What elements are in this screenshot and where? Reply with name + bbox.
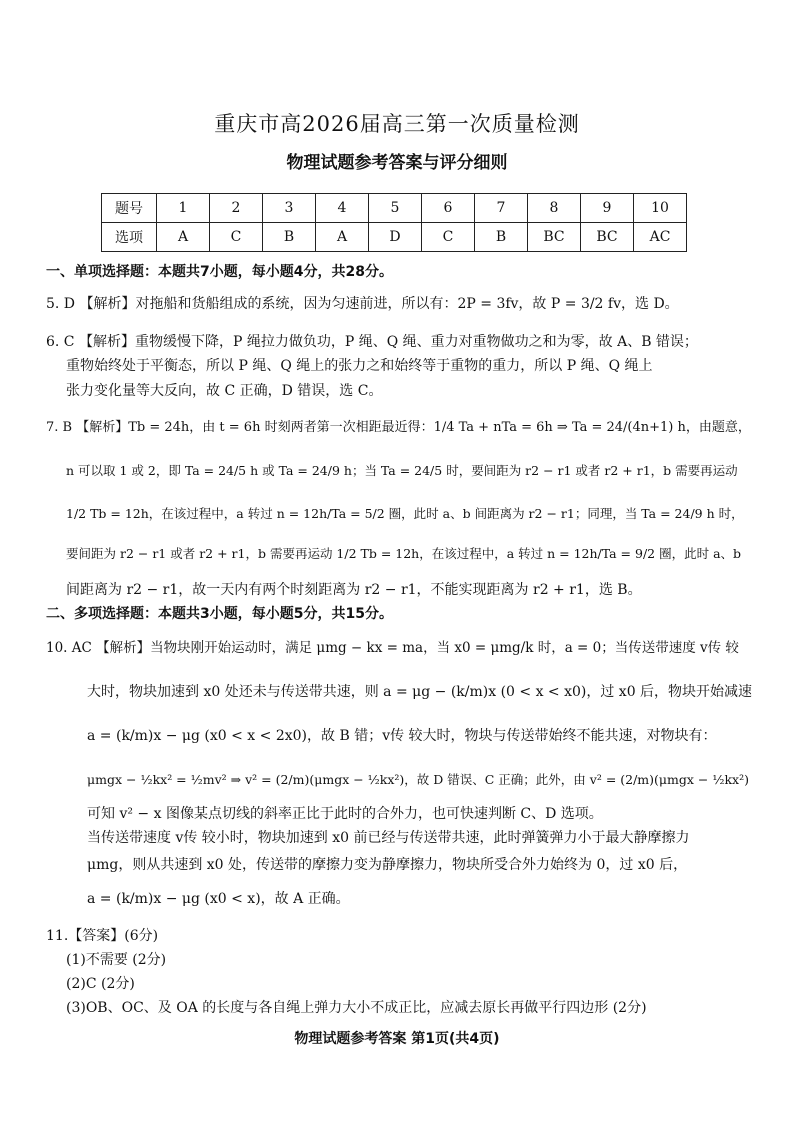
- table-cell: 10: [634, 194, 687, 223]
- table-cell: 7: [475, 194, 528, 223]
- answer-q10-line: 10. AC 【解析】当物块刚开始运动时，满足 μmg − kx = ma，当 x0 = μmg/k 时，a = 0；当传送带速度 v传 较: [46, 640, 739, 656]
- section-heading-single-choice: 一、单项选择题：本题共7小题，每小题4分，共28分。: [46, 264, 393, 280]
- answer-q7-line: 要间距为 r2 − r1 或者 r2 + r1，b 需要再运动 1/2 Tb = 12h，在该过程中，a 转过 n = 12h/Ta = 9/2 圈，此时 a、b: [66, 546, 742, 561]
- table-cell: 3: [263, 194, 316, 223]
- table-cell: 9: [581, 194, 634, 223]
- answer-q10-line: μmg，则从共速到 x0 处，传送带的摩擦力变为静摩擦力，物块所受合外力始终为 0，过 x0 后，: [87, 857, 688, 873]
- answer-q10-line: 当传送带速度 v传 较小时，物块加速到 x0 前已经与传送带共速，此时弹簧弹力小于最大静摩擦力: [87, 830, 690, 846]
- table-row-numbers: [102, 194, 687, 223]
- table-cell: B: [263, 223, 316, 252]
- answer-q11-line: (3)OB、OC、及 OA 的长度与各自绳上弹力大小不成正比，应减去原长再做平行四边形 (2分): [66, 1000, 647, 1016]
- answer-q5: 5. D 【解析】对拖船和货船组成的系统，因为匀速前进，所以有：2P = 3fv，故 P = 3/2 fv，选 D。: [46, 296, 679, 312]
- answer-q6-line: 6. C 【解析】重物缓慢下降，P 绳拉力做负功，P 绳、Q 绳、重力对重物做功之和为零，故 A、B 错误；: [46, 334, 698, 350]
- table-cell: 8: [528, 194, 581, 223]
- table-cell: B: [475, 223, 528, 252]
- table-cell: 6: [422, 194, 475, 223]
- answer-q7-line: 1/2 Tb = 12h，在该过程中，a 转过 n = 12h/Ta = 5/2 圈，此时 a、b 间距离为 r2 − r1；同理，当 Ta = 24/9 h 时，: [66, 506, 744, 521]
- answer-table: [101, 193, 687, 252]
- table-cell: 5: [369, 194, 422, 223]
- answer-q7-line: n 可以取 1 或 2，即 Ta = 24/5 h 或 Ta = 24/9 h；当 Ta = 24/5 时，要间距为 r2 − r1 或者 r2 + r1，b 需要再运动: [66, 463, 738, 478]
- row-label-answer: 选项: [102, 223, 157, 252]
- document-title: 重庆市高2026届高三第一次质量检测: [214, 112, 580, 136]
- answer-q6-line: 张力变化量等大反向，故 C 正确，D 错误，选 C。: [66, 383, 383, 399]
- table-cell: BC: [581, 223, 634, 252]
- table-cell: 1: [157, 194, 210, 223]
- answer-q11-line: (2)C (2分): [66, 976, 135, 992]
- table-cell: A: [157, 223, 210, 252]
- answer-q6-line: 重物始终处于平衡态，所以 P 绳、Q 绳上的张力之和始终等于重物的重力，所以 P 绳、Q 绳上: [66, 358, 653, 374]
- table-cell: 2: [210, 194, 263, 223]
- answer-q10-line: 可知 v² − x 图像某点切线的斜率正比于此时的合外力，也可快速判断 C、D 选项。: [87, 806, 603, 822]
- page-footer: 物理试题参考答案 第1页(共4页): [294, 1031, 500, 1047]
- answer-q10-line: a = (k/m)x − μg (x0 < x)，故 A 正确。: [87, 891, 350, 907]
- table-cell: 4: [316, 194, 369, 223]
- section-heading-multiple-choice: 二、多项选择题：本题共3小题，每小题5分，共15分。: [46, 606, 393, 622]
- table-cell: A: [316, 223, 369, 252]
- answer-q7-line: 间距离为 r2 − r1，故一天内有两个时刻距离为 r2 − r1，不能实现距离为 r2 + r1，选 B。: [66, 582, 642, 598]
- table-row-answers: [102, 223, 687, 252]
- table-cell: C: [210, 223, 263, 252]
- table-cell: D: [369, 223, 422, 252]
- table-cell: AC: [634, 223, 687, 252]
- row-label-number: 题号: [102, 194, 157, 223]
- answer-q10-line: 大时，物块加速到 x0 处还未与传送带共速，则 a = μg − (k/m)x (0 < x < x0)，过 x0 后，物块开始减速: [87, 684, 753, 700]
- table-cell: BC: [528, 223, 581, 252]
- answer-q10-line: a = (k/m)x − μg (x0 < x < 2x0)，故 B 错；v传 较大时，物块与传送带始终不能共速，对物块有：: [87, 728, 717, 744]
- table-cell: C: [422, 223, 475, 252]
- answer-q10-line: μmgx − ½kx² = ½mv² ⇒ v² = (2/m)(μmgx − ½kx²)，故 D 错误、C 正确；此外，由 v² = (2/m)(μmgx − ½kx²): [87, 772, 749, 787]
- answer-q11-line: 11.【答案】(6分): [46, 928, 159, 944]
- answer-q7-line: 7. B 【解析】Tb = 24h，由 t = 6h 时刻两者第一次相距最近得：1/4 Ta + nTa = 6h ⇒ Ta = 24/(4n+1) h，由题意，: [46, 420, 751, 435]
- document-subtitle: 物理试题参考答案与评分细则: [286, 153, 508, 173]
- answer-q11-line: (1)不需要 (2分): [66, 952, 167, 968]
